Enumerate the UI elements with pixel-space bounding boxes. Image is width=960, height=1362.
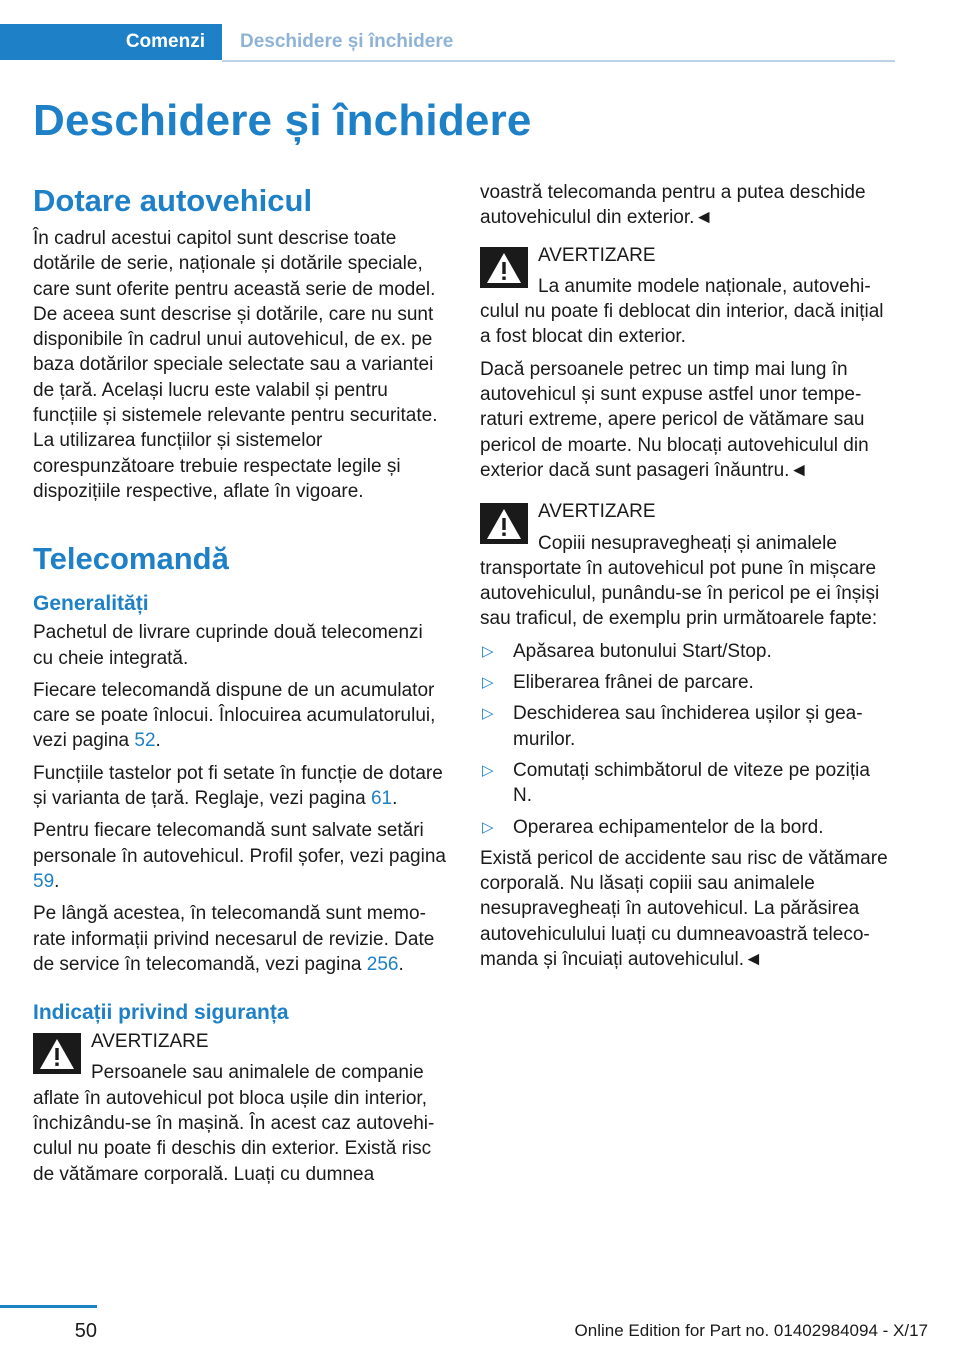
paragraph-continuation: voastră telecomanda pentru a putea deschide autovehiculul din exterior.◄ [480,182,866,229]
warning-triangle-icon [480,503,528,544]
paragraph-end: . [392,788,398,810]
list-item-text: Apăsarea butonului Start/Stop. [513,640,772,662]
warning-triangle-icon [33,1033,81,1074]
warning-text: Copiii nesupravegheați și animalele transportate în autovehicul pot pune în mișcare autovehiculul, punându-se în pericol pe ei înșiși sau traficul, de exemplu prin următoarele fapte: [480,532,880,630]
paragraph-acumulator [33,678,447,754]
paragraph-pericol-accidente: Există pericol de accidente sau risc de vătămare corporală. Nu lăsați copiii sau animalele nesupravegheați în autovehicul. La părăsirea autovehiculului luați cu dumneavoastră telecomanda și încuiați autovehiculul.◄ [480,847,888,971]
list-item-text: Operarea echipamentelor de la bord. [513,816,824,838]
footer-divider [0,1305,97,1308]
triangle-bullet-icon: ▷ [482,705,494,723]
list-item-text: Eliberarea frânei de parcare. [513,672,754,694]
header-divider [222,60,895,62]
heading-dotare-autovehicul: Dotare autovehicul [33,183,313,218]
paragraph-revizie [33,901,447,977]
warning-label: AVERTIZARE [538,501,656,523]
right-column [480,180,894,979]
page-title: Deschidere și închidere [33,96,532,145]
paragraph-setari-personale [33,818,447,894]
list-item [480,815,894,840]
bullet-list [480,639,894,840]
page-number: 50 [74,1320,97,1342]
tab-comenzi[interactable]: Comenzi [0,24,222,60]
list-item-text: Deschiderea sau închiderea ușilor și geamurilor. [513,703,863,750]
edition-info: Online Edition for Part no. 01402984094 - X/17 [574,1321,928,1340]
list-item-text: Comutați schimbătorul de viteze pe poziția N. [513,759,870,807]
triangle-bullet-icon: ▷ [482,642,494,660]
paragraph-setari-personale-text: Pentru fiecare telecomandă sunt salvate setări personale în autovehicul. Profil șofer, vezi pagina [33,820,446,867]
paragraph-end: . [398,953,404,975]
warning-block-2 [480,243,894,350]
warning-block-1 [33,1029,447,1187]
warning-label: AVERTIZARE [91,1031,209,1053]
list-item [480,758,894,809]
chapter-header [0,24,895,62]
triangle-bullet-icon: ▷ [482,761,494,779]
paragraph-functii-taste [33,761,447,812]
paragraph-end: . [155,730,161,752]
paragraph-revizie-text: Pe lângă acestea, în telecomandă sunt memorate informații privind necesarul de revizie. Date de service în telecomandă, vezi pagina [33,903,435,975]
warning-triangle-icon [480,247,528,288]
page-link-256[interactable]: 256 [366,953,399,975]
triangle-bullet-icon: ▷ [482,674,494,692]
paragraph-dotare: În cadrul acestui capitol sunt descrise toate dotările de serie, naționale și dotările speciale, care sunt oferite pentru această serie de model. De aceea sunt descrise și dotările, care nu sunt disponibile în cadrul unui autovehicul, de ex. pe baza dotărilor speciale selectate sau a variantei de țară. Același lucru este valabil și pentru funcțiile și sistemele relevante pentru securitate. La utilizarea funcțiilor și sistemelor corespunzătoare trebuie respectate legile și dispozițiile respective, aflate în vigoare. [33,228,438,502]
tab-deschidere-inchidere[interactable]: Deschidere și închidere [240,31,454,52]
heading-generalitati: Generalități [33,592,149,616]
paragraph-pachet-livrare: Pachetul de livrare cuprinde două telecomenzi cu cheie integrată. [33,622,423,669]
left-column [33,182,447,1194]
list-item [480,701,894,752]
paragraph-temperaturi: Dacă persoanele petrec un timp mai lung în autovehicul și sunt expuse astfel unor temperaturi extreme, apere pericol de vătămare sau pericol de moarte. Nu blocați autovehiculul din exterior dacă sunt pasageri înăuntru.◄ [480,358,869,481]
page-link-52[interactable]: 52 [134,730,156,752]
page-link-61[interactable]: 61 [370,788,393,810]
paragraph-functii-taste-text: Funcțiile tastelor pot fi setate în funcție de dotare și varianta de țară. Reglaje, vezi pagina [33,762,443,810]
warning-label: AVERTIZARE [538,244,656,266]
paragraph-acumulator-text: Fiecare telecomandă dispune de un acumulator care se poate înlocui. Înlocuirea acumulatorului, vezi pagina [33,679,436,752]
heading-telecomanda: Telecomandă [33,541,229,577]
list-item [480,639,894,664]
warning-text: Persoanele sau animalele de companie aflate în autovehicul pot bloca ușile din interior, închizându-se în mașină. În acest caz autovehiculul nu poate fi deschis din exterior. Există risc de vătămare corporală. Luați cu dumnea [33,1062,435,1185]
heading-indicatii-siguranta: Indicații privind siguranța [33,1001,289,1025]
list-item [480,670,894,695]
paragraph-end: . [54,870,60,892]
warning-block-3 [480,499,894,631]
triangle-bullet-icon: ▷ [482,818,494,836]
warning-text: La anumite modele naționale, autovehiculul nu poate fi deblocat din interior, dacă inițial a fost blocat din exterior. [480,275,884,348]
page-link-59[interactable]: 59 [33,870,55,892]
